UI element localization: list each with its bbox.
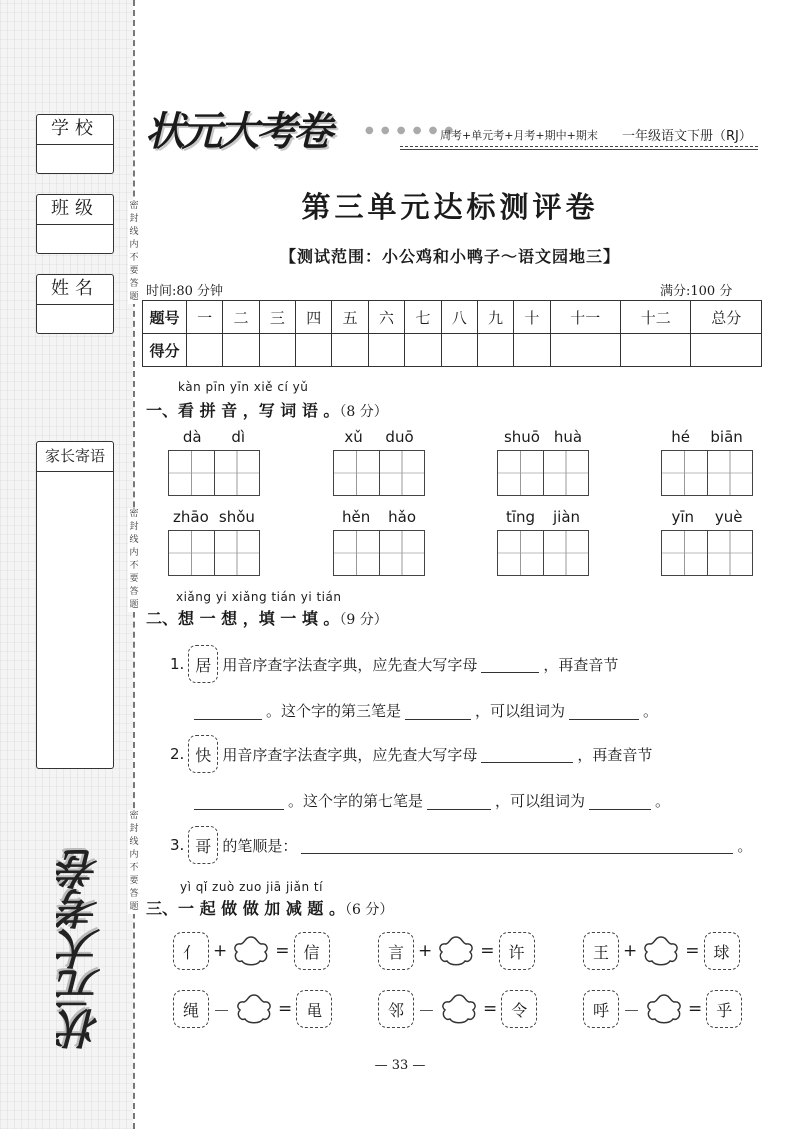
- writing-cell[interactable]: [708, 451, 753, 495]
- full-score: 满分:100 分: [660, 284, 733, 299]
- answer-blank[interactable]: [301, 836, 733, 854]
- parent-comment-label: 家长寄语: [37, 442, 113, 472]
- class-label: 班级: [37, 195, 113, 225]
- question-2-line-2: [190, 790, 670, 811]
- char-result: 球: [704, 932, 740, 970]
- seal-text: 密封线内不要答题: [129, 509, 139, 610]
- writing-grid: [168, 428, 260, 496]
- question-end: 。: [737, 836, 753, 855]
- score-col: 总分: [691, 301, 762, 334]
- flower-blank-icon[interactable]: [234, 992, 274, 1026]
- score-col: 三: [259, 301, 295, 334]
- equals: =: [275, 941, 290, 961]
- char-result: 黾: [296, 990, 332, 1028]
- score-col: 二: [223, 301, 259, 334]
- pinyin-syllable: hé: [671, 428, 690, 446]
- equals: =: [480, 941, 495, 961]
- writing-cell[interactable]: [215, 531, 260, 575]
- operator: －: [213, 1001, 230, 1022]
- name-field[interactable]: [37, 305, 113, 333]
- operator: +: [213, 941, 228, 961]
- char-result: 信: [294, 932, 330, 970]
- flower-blank-icon[interactable]: [641, 934, 681, 968]
- name-label: 姓名: [37, 275, 113, 305]
- flower-blank-icon[interactable]: [436, 934, 476, 968]
- school-label: 学校: [37, 115, 113, 145]
- score-col: 七: [405, 301, 441, 334]
- section2-pinyin: xiǎng yi xiǎng tián yi tián: [176, 590, 342, 604]
- section2-points: （9 分）: [339, 612, 388, 628]
- question-number: 2.: [170, 745, 185, 763]
- question-1-line-2: [190, 700, 658, 721]
- writing-cell[interactable]: [708, 531, 753, 575]
- time-limit: 时间:80 分钟: [146, 284, 224, 299]
- writing-cell[interactable]: [169, 531, 215, 575]
- score-cell[interactable]: [332, 334, 368, 367]
- score-col: 九: [477, 301, 513, 334]
- seal-text: 密封线内不要答题: [129, 811, 139, 912]
- writing-cell[interactable]: [169, 451, 215, 495]
- page-number: — 33 —: [374, 1058, 426, 1073]
- score-cell[interactable]: [441, 334, 477, 367]
- page-title: 第三单元达标测评卷: [301, 190, 599, 224]
- score-cell[interactable]: [691, 334, 762, 367]
- char-component: 王: [583, 932, 619, 970]
- question-text: 。这个字的第七笔是: [288, 792, 424, 810]
- brand-logo: 状元大考卷: [145, 109, 330, 155]
- question-text: 的笔顺是：: [222, 836, 298, 855]
- score-cell[interactable]: [514, 334, 550, 367]
- pinyin-syllable: duō: [385, 428, 414, 446]
- char-component: 绳: [173, 990, 209, 1028]
- writing-grid: [497, 428, 589, 496]
- brand-tagline: 周考+单元考+月考+期中+期末: [440, 129, 598, 142]
- writing-grid: [661, 428, 753, 496]
- section2-title-text: 二、想 一 想 ，填 一 填 。: [146, 609, 340, 628]
- target-char: 快: [188, 735, 218, 773]
- side-logo: 状元大考卷: [57, 850, 106, 1050]
- question-text: ，再查音节: [543, 655, 619, 674]
- question-end: 。: [643, 702, 659, 720]
- header-rule: [400, 149, 758, 150]
- flower-blank-icon[interactable]: [231, 934, 271, 968]
- name-box: [36, 274, 114, 334]
- question-text: ，再查音节: [577, 745, 653, 764]
- score-cell[interactable]: [296, 334, 332, 367]
- class-field[interactable]: [37, 225, 113, 253]
- score-cell[interactable]: [405, 334, 441, 367]
- pinyin-syllable: hǎo: [388, 508, 417, 526]
- score-cell[interactable]: [259, 334, 295, 367]
- writing-cell[interactable]: [334, 451, 380, 495]
- flower-blank-icon[interactable]: [644, 992, 684, 1026]
- char-result: 乎: [706, 990, 742, 1028]
- equals: =: [483, 999, 498, 1019]
- question-number: 1.: [170, 655, 185, 673]
- char-result: 许: [499, 932, 535, 970]
- writing-cell[interactable]: [544, 451, 589, 495]
- writing-cell[interactable]: [498, 531, 544, 575]
- section3-title: [146, 896, 393, 919]
- parent-comment-box: [36, 441, 114, 769]
- writing-grid: [661, 508, 753, 576]
- score-col: 十二: [621, 301, 691, 334]
- score-cell[interactable]: [621, 334, 691, 367]
- question-text: 用音序查字法查字典，应先查大写字母: [222, 745, 478, 764]
- question-2-line-1: [170, 735, 652, 773]
- writing-cell[interactable]: [380, 531, 425, 575]
- operator: +: [418, 941, 433, 961]
- question-number-label: 题号: [143, 301, 187, 334]
- question-text: ，可以组词为: [475, 702, 566, 720]
- writing-cell[interactable]: [544, 531, 589, 575]
- pinyin-syllable: jiàn: [552, 508, 581, 526]
- answer-blank[interactable]: [405, 702, 471, 720]
- school-box: [36, 114, 114, 174]
- pinyin-syllable: shuō: [503, 428, 540, 446]
- score-col: 六: [368, 301, 404, 334]
- pinyin-syllable: zhāo: [173, 508, 209, 526]
- pinyin-syllable: biān: [710, 428, 743, 446]
- writing-cell[interactable]: [498, 451, 544, 495]
- score-cell[interactable]: [368, 334, 404, 367]
- answer-blank[interactable]: [194, 702, 262, 720]
- class-box: [36, 194, 114, 254]
- pinyin-syllable: huà: [553, 428, 583, 446]
- test-scope: 【测试范围：小公鸡和小鸭子～语文园地三】: [279, 247, 620, 266]
- answer-blank[interactable]: [481, 655, 539, 673]
- pinyin-syllable: dì: [231, 428, 246, 446]
- pinyin-syllable: hěn: [341, 508, 371, 526]
- section2-title: [146, 606, 388, 629]
- question-number: 3.: [170, 836, 185, 854]
- header-rule: [400, 146, 758, 147]
- seal-text: 密封线内不要答题: [129, 201, 139, 302]
- section3-title-text: 三、一 起 做 做 加 减 题 。: [146, 899, 345, 918]
- flower-blank-icon[interactable]: [439, 992, 479, 1026]
- char-equation: [378, 932, 535, 970]
- answer-blank[interactable]: [481, 745, 573, 763]
- equals: =: [685, 941, 700, 961]
- score-label: 得分: [143, 334, 187, 367]
- char-component: 亻: [173, 932, 209, 970]
- score-col: 十: [514, 301, 550, 334]
- writing-cell[interactable]: [380, 451, 425, 495]
- score-cell[interactable]: [477, 334, 513, 367]
- target-char: 居: [188, 645, 218, 683]
- equals: =: [278, 999, 293, 1019]
- target-char: 哥: [188, 826, 218, 864]
- answer-blank[interactable]: [569, 702, 639, 720]
- operator: －: [418, 1001, 435, 1022]
- pinyin-syllable: tīng: [505, 508, 536, 526]
- question-1-line-1: [170, 645, 618, 683]
- writing-grid: [333, 508, 425, 576]
- section3-pinyin: yì qǐ zuò zuo jiā jiǎn tí: [180, 880, 323, 894]
- question-text: 。这个字的第三笔是: [266, 702, 402, 720]
- parent-comment-field[interactable]: [37, 472, 113, 766]
- char-equation: [378, 990, 537, 1028]
- writing-cell[interactable]: [662, 531, 708, 575]
- score-table-header-row: [143, 301, 762, 334]
- writing-cell[interactable]: [334, 531, 380, 575]
- answer-blank[interactable]: [194, 792, 284, 810]
- section1-points: （8 分）: [339, 404, 388, 420]
- writing-grid: [497, 508, 589, 576]
- char-equation: [583, 990, 742, 1028]
- answer-blank[interactable]: [589, 792, 651, 810]
- operator: －: [623, 1001, 640, 1022]
- section1-title: [146, 398, 388, 421]
- writing-grid: [333, 428, 425, 496]
- operator: +: [623, 941, 638, 961]
- score-table-score-row: [143, 334, 762, 367]
- answer-blank[interactable]: [427, 792, 491, 810]
- char-equation: [173, 932, 330, 970]
- char-equation: [173, 990, 332, 1028]
- equals: =: [688, 999, 703, 1019]
- char-component: 邻: [378, 990, 414, 1028]
- pinyin-syllable: xǔ: [344, 428, 363, 446]
- score-cell[interactable]: [223, 334, 259, 367]
- char-equation: [583, 932, 740, 970]
- question-end: 。: [655, 792, 671, 810]
- char-component: 呼: [583, 990, 619, 1028]
- section1-pinyin: kàn pīn yīn xiě cí yǔ: [178, 380, 309, 394]
- pinyin-syllable: yuè: [714, 508, 743, 526]
- question-text: 用音序查字法查字典，应先查大写字母: [222, 655, 478, 674]
- score-cell[interactable]: [550, 334, 620, 367]
- score-col: 一: [187, 301, 223, 334]
- char-result: 令: [501, 990, 537, 1028]
- score-col: 八: [441, 301, 477, 334]
- writing-grid: [168, 508, 260, 576]
- section1-title-text: 一、看 拼 音 ，写 词 语 。: [146, 401, 340, 420]
- writing-cell[interactable]: [215, 451, 260, 495]
- writing-cell[interactable]: [662, 451, 708, 495]
- school-field[interactable]: [37, 145, 113, 173]
- question-3-line: [170, 826, 752, 864]
- question-text: ，可以组词为: [495, 792, 586, 810]
- pinyin-syllable: shǒu: [218, 508, 255, 526]
- section3-points: （6 分）: [345, 902, 394, 918]
- pinyin-syllable: yīn: [671, 508, 695, 526]
- score-cell[interactable]: [187, 334, 223, 367]
- pinyin-syllable: dà: [182, 428, 202, 446]
- score-col: 四: [296, 301, 332, 334]
- score-col: 五: [332, 301, 368, 334]
- char-component: 言: [378, 932, 414, 970]
- grade-label: 一年级语文下册（RJ）: [622, 129, 752, 144]
- score-table: [142, 300, 762, 367]
- score-col: 十一: [550, 301, 620, 334]
- brand-dots: ● ● ● ● ● ●: [365, 125, 456, 136]
